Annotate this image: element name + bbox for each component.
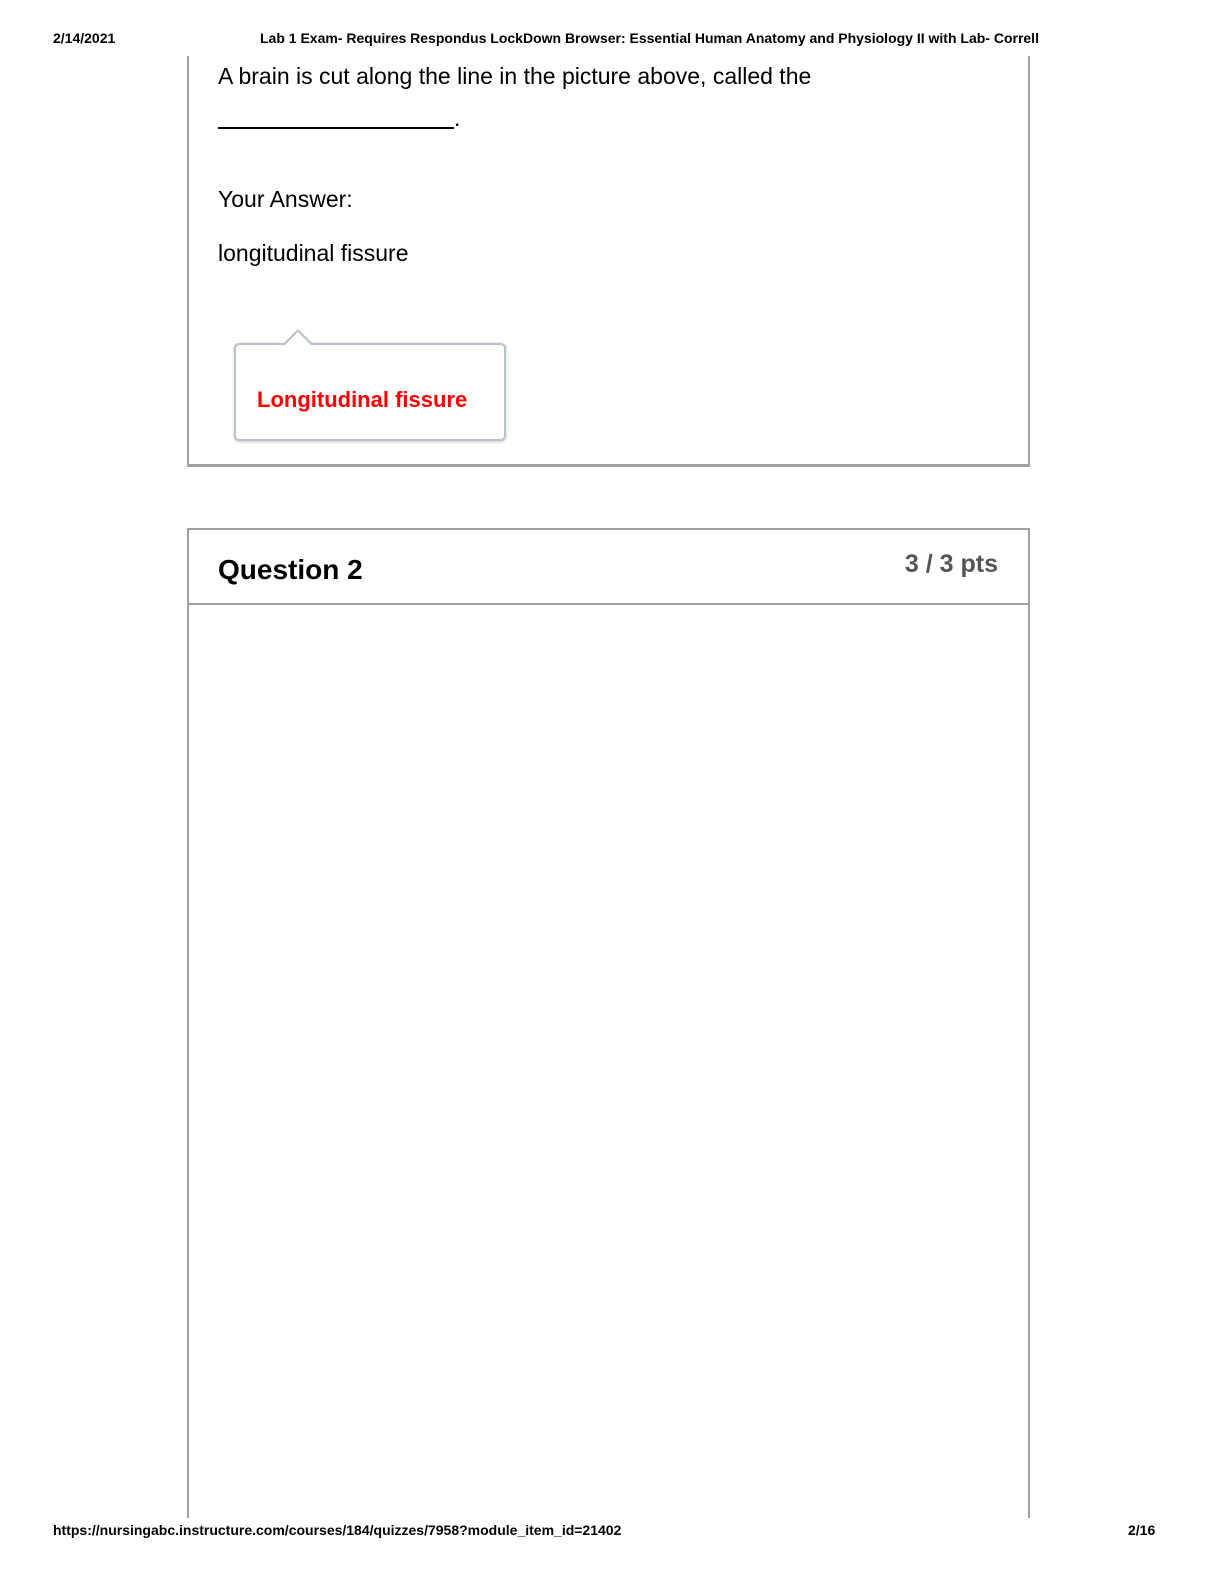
your-answer-value: longitudinal fissure	[218, 240, 409, 266]
question-1-block	[187, 56, 1030, 467]
question-2-body	[189, 607, 1028, 1518]
your-answer-label: Your Answer:	[218, 186, 353, 212]
question-2-title: Question 2	[218, 554, 363, 585]
question-1-blank	[218, 104, 460, 132]
feedback-text: Longitudinal fissure	[257, 387, 468, 412]
answer-feedback-bubble	[234, 343, 506, 441]
blank-line	[218, 127, 454, 129]
print-page-number: 2/16	[1128, 1522, 1156, 1538]
question-2-block	[187, 528, 1030, 1518]
blank-suffix: .	[454, 105, 461, 131]
print-url: https://nursingabc.instructure.com/courses/184/quizzes/7958?module_item_id=21402	[53, 1522, 622, 1538]
question-1-text: A brain is cut along the line in the picture above, called the	[218, 63, 812, 89]
question-2-points: 3 / 3 pts	[904, 550, 998, 578]
question-2-header	[189, 530, 1028, 605]
print-title: Lab 1 Exam- Requires Respondus LockDown Browser: Essential Human Anatomy and Physiology II with Lab- Correll	[260, 30, 1039, 46]
print-date: 2/14/2021	[53, 30, 116, 46]
